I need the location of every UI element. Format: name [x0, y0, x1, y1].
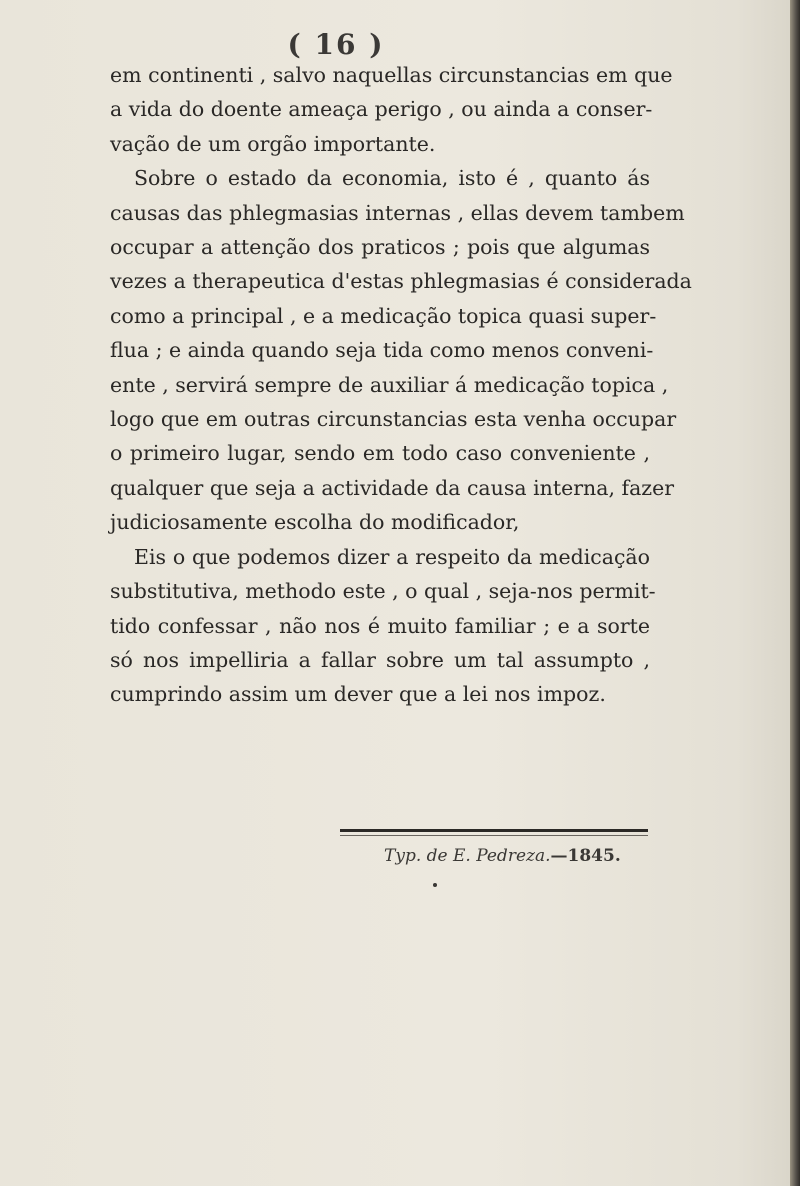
- text-line: logo que em outras circunstancias esta venha occupar: [110, 407, 677, 432]
- body-text: [110, 58, 692, 712]
- text-line: como a principal , e a medicação topica quasi super-: [110, 303, 657, 328]
- text-line: judiciosamente escolha do modificador,: [110, 510, 520, 535]
- text-line: em continenti , salvo naquellas circunstancias em que: [110, 63, 673, 87]
- imprint-printer: Typ. de E. Pedreza.: [384, 846, 551, 866]
- text-line: causas das phlegmasias internas , ellas devem tambem: [110, 200, 685, 225]
- text-line: cumprindo assim um dever que a lei nos impoz.: [110, 682, 606, 707]
- text-line: vação de um orgão importante.: [110, 131, 436, 156]
- ink-dot: [433, 883, 437, 887]
- page-number: ( 16 ): [287, 28, 385, 61]
- page-spine-edge: [790, 0, 800, 1186]
- text-line: só nos impelliria a fallar sobre um tal assumpto ,: [110, 647, 650, 672]
- printer-imprint: [384, 846, 646, 866]
- text-line: ente , servirá sempre de auxiliar á medicação topica ,: [110, 372, 669, 397]
- text-line: vezes a therapeutica d'estas phlegmasias é considerada: [110, 269, 692, 294]
- closing-rule: [340, 829, 648, 832]
- text-line: occupar a attenção dos praticos ; pois que algumas: [110, 235, 650, 260]
- text-line: o primeiro lugar, sendo em todo caso conveniente ,: [110, 441, 650, 466]
- imprint-year: —1845.: [550, 846, 621, 866]
- text-line: substitutiva, methodo este , o qual , seja-nos permit-: [110, 579, 656, 604]
- text-line: tido confessar , não nos é muito familiar ; e a sorte: [110, 613, 650, 638]
- text-line: flua ; e ainda quando seja tida como menos conveni-: [110, 338, 654, 363]
- text-line: Sobre o estado da economia, isto é , quanto ás: [134, 166, 650, 191]
- closing-rule-thin: [340, 835, 648, 836]
- text-line: a vida do doente ameaça perigo , ou ainda a conser-: [110, 97, 653, 122]
- text-line: qualquer que seja a actividade da causa interna, fazer: [110, 475, 675, 500]
- text-line: Eis o que podemos dizer a respeito da medicação: [134, 544, 650, 569]
